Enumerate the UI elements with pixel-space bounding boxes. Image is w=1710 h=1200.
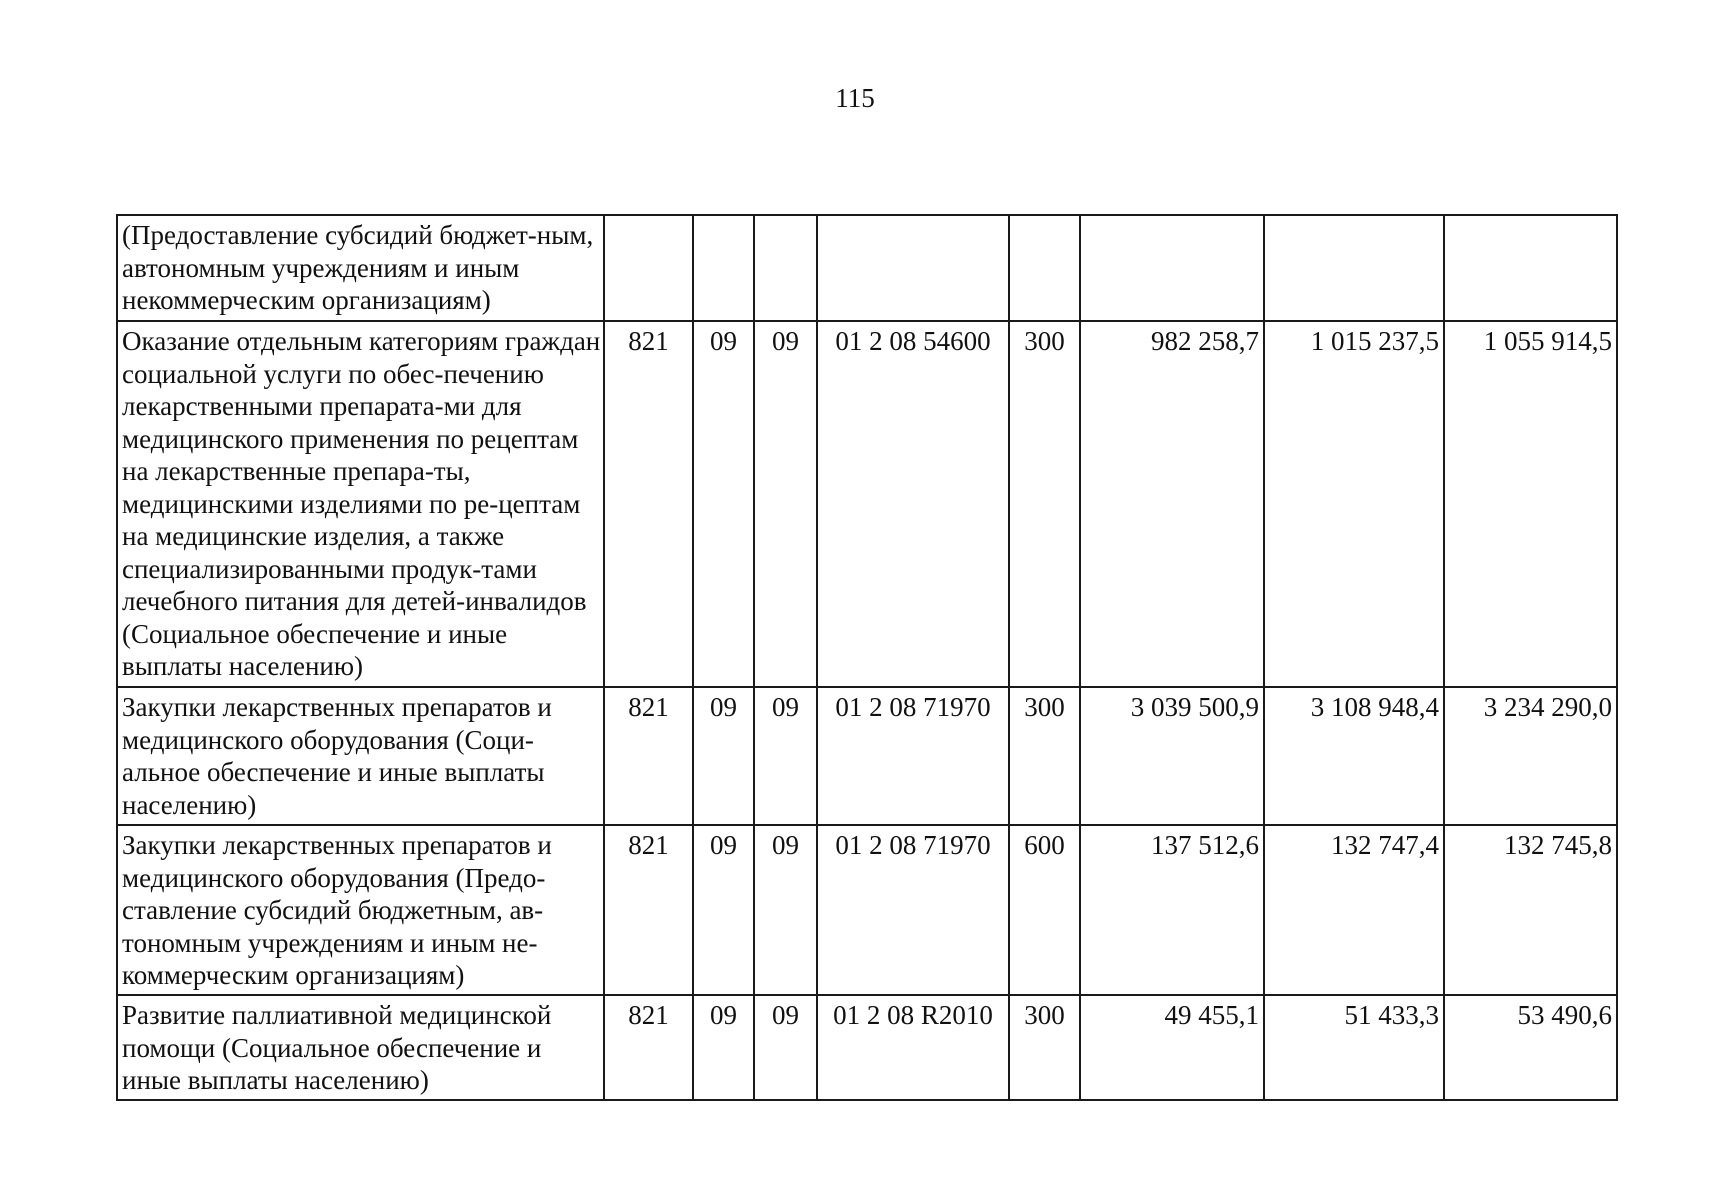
ministry-code: 821	[604, 995, 693, 1100]
row-description: Закупки лекарственных препаратов и медицинского оборудования (Соци-альное обеспечение и иные выплаты населению)	[117, 687, 604, 825]
subsection-code: 09	[754, 687, 817, 825]
section-code: 09	[693, 995, 754, 1100]
row-description: (Предоставление субсидий бюджет-ным, автономным учреждениям и иным некоммерческим организациям)	[117, 215, 604, 321]
section-code: 09	[693, 321, 754, 687]
budget-table	[116, 214, 1618, 1101]
ministry-code: 821	[604, 321, 693, 687]
section-code: 09	[693, 825, 754, 995]
target-article-code: 01 2 08 71970	[817, 825, 1009, 995]
subsection-code: 09	[754, 321, 817, 687]
amount-3: 53 490,6	[1444, 995, 1617, 1100]
subsection-code	[754, 215, 817, 321]
row-description: Развитие паллиативной медицинской помощи (Социальное обеспечение и иные выплаты населению)	[117, 995, 604, 1100]
target-article-code: 01 2 08 71970	[817, 687, 1009, 825]
ministry-code	[604, 215, 693, 321]
target-article-code: 01 2 08 54600	[817, 321, 1009, 687]
expense-type-code: 600	[1009, 825, 1080, 995]
expense-type-code: 300	[1009, 321, 1080, 687]
amount-1: 982 258,7	[1080, 321, 1264, 687]
ministry-code: 821	[604, 687, 693, 825]
row-description: Оказание отдельным категориям граждан социальной услуги по обес-печению лекарственными препарата-ми для медицинского применения по рецептам на лекарственные препара-ты, медицинскими изделиями по ре-цептам на медицинские изделия, а также специализированными продук-тами лечебного питания для детей-инвалидов (Социальное обеспечение и иные выплаты населению)	[117, 321, 604, 687]
section-code: 09	[693, 687, 754, 825]
amount-2: 3 108 948,4	[1264, 687, 1444, 825]
expense-type-code: 300	[1009, 687, 1080, 825]
table-row	[117, 687, 1617, 825]
amount-2: 1 015 237,5	[1264, 321, 1444, 687]
target-article-code: 01 2 08 R2010	[817, 995, 1009, 1100]
amount-2	[1264, 215, 1444, 321]
amount-1: 3 039 500,9	[1080, 687, 1264, 825]
table-row	[117, 321, 1617, 687]
subsection-code: 09	[754, 825, 817, 995]
amount-1: 49 455,1	[1080, 995, 1264, 1100]
expense-type-code: 300	[1009, 995, 1080, 1100]
amount-3: 1 055 914,5	[1444, 321, 1617, 687]
target-article-code	[817, 215, 1009, 321]
ministry-code: 821	[604, 825, 693, 995]
row-description: Закупки лекарственных препаратов и медицинского оборудования (Предо-ставление субсидий бюджетным, ав-тономным учреждениям и иным не-коммерческим организациям)	[117, 825, 604, 995]
expense-type-code	[1009, 215, 1080, 321]
amount-1: 137 512,6	[1080, 825, 1264, 995]
amount-3: 132 745,8	[1444, 825, 1617, 995]
page-number: 115	[835, 83, 875, 113]
subsection-code: 09	[754, 995, 817, 1100]
table-row	[117, 995, 1617, 1100]
amount-3: 3 234 290,0	[1444, 687, 1617, 825]
amount-2: 51 433,3	[1264, 995, 1444, 1100]
amount-3	[1444, 215, 1617, 321]
table-row	[117, 825, 1617, 995]
amount-2: 132 747,4	[1264, 825, 1444, 995]
amount-1	[1080, 215, 1264, 321]
table-row	[117, 215, 1617, 321]
section-code	[693, 215, 754, 321]
